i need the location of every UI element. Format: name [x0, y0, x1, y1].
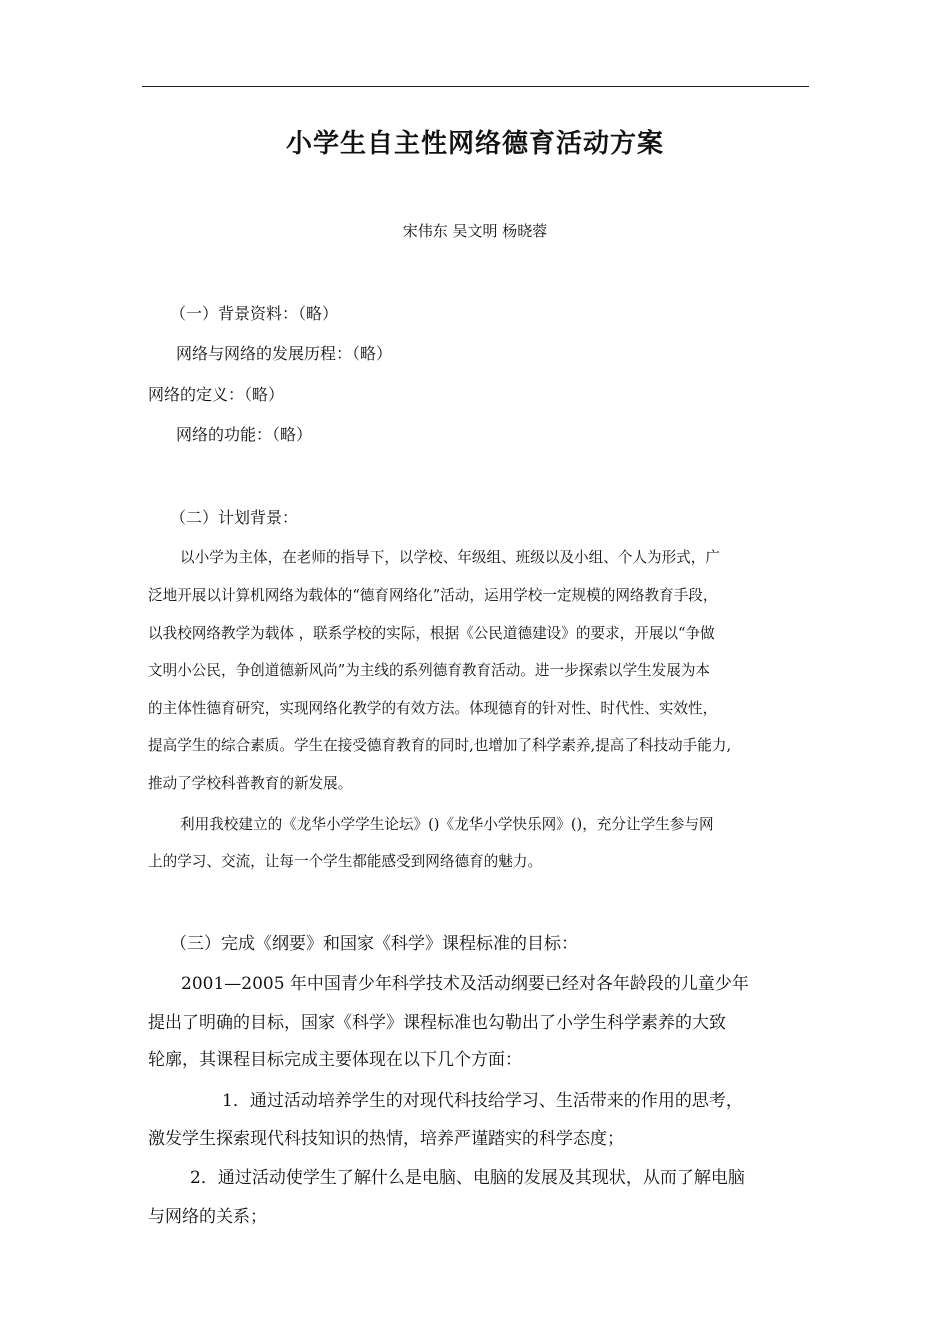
- paragraph-line: 上的学习、交流，让每一个学生都能感受到网络德育的魅力。: [148, 853, 543, 870]
- header-rule: [142, 86, 809, 87]
- paragraph-line: 2001—2005 年中国青少年科学技术及活动纲要已经对各年龄段的儿童少年: [181, 974, 749, 994]
- paragraph-line: 推动了学校科普教育的新发展。: [148, 775, 353, 792]
- list-item-line: 与网络的关系；: [148, 1207, 267, 1227]
- document-title: 小学生自主性网络德育活动方案: [285, 129, 664, 159]
- list-item-line: 1．通过活动培养学生的对现代科技给学习、生活带来的作用的思考，: [222, 1091, 743, 1111]
- paragraph-line: 的主体性德育研究，实现网络化教学的有效方法。体现德育的针对性、时代性、实效性，: [148, 700, 718, 717]
- paragraph-line: 以我校网络教学为载体 ，联系学校的实际，根据《公民道德建设》的要求，开展以“争做: [148, 625, 715, 642]
- section1-item: 网络的功能：（略）: [176, 425, 313, 444]
- document-authors: 宋伟东 吴文明 杨晓蓉: [402, 222, 548, 240]
- section3-heading: （三）完成《纲要》和国家《科学》课程标准的目标：: [170, 934, 578, 954]
- section1-item: 网络的定义：（略）: [148, 385, 285, 404]
- paragraph-line: 提出了明确的目标，国家《科学》课程标准也勾勒出了小学生科学素养的大致: [148, 1013, 726, 1033]
- paragraph-line: 提高学生的综合素质。学生在接受德育教育的同时,也增加了科学素养,提高了科技动手能力,: [148, 737, 732, 754]
- list-item-line: 激发学生探索现代科技知识的热情，培养严谨踏实的科学态度；: [148, 1129, 624, 1149]
- paragraph-line: 文明小公民，争创道德新风尚”为主线的系列德育教育活动。进一步探索以学生发展为本: [148, 662, 711, 679]
- paragraph-line: 泛地开展以计算机网络为载体的“德育网络化”活动，运用学校一定规模的网络教育手段，: [148, 587, 718, 604]
- section2-heading: （二）计划背景：: [170, 508, 299, 527]
- list-item-line: 2．通过活动使学生了解什么是电脑、电脑的发展及其现状，从而了解电脑: [190, 1168, 745, 1188]
- paragraph-line: 以小学为主体，在老师的指导下，以学校、年级组、班级以及小组、个人为形式，广: [180, 549, 720, 566]
- paragraph-line: 利用我校建立的《龙华小学学生论坛》()《龙华小学快乐网》()，充分让学生参与网: [180, 816, 714, 833]
- paragraph-line: 轮廓，其课程目标完成主要体现在以下几个方面：: [148, 1050, 522, 1070]
- section1-heading: （一）背景资料：（略）: [170, 304, 339, 323]
- section1-item: 网络与网络的发展历程：（略）: [176, 344, 393, 363]
